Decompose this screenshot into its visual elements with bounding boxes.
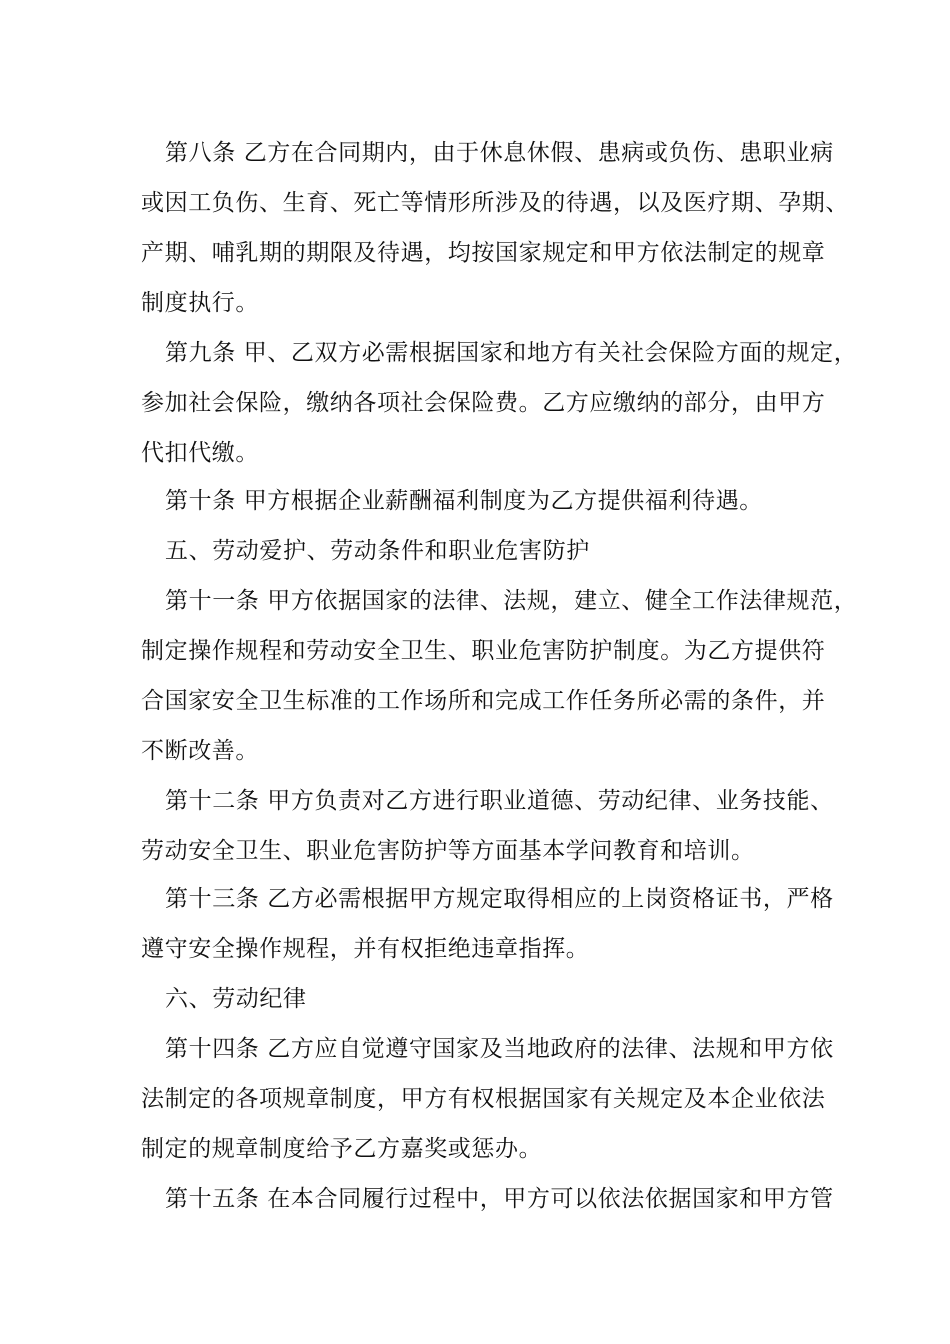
text-line: 制定操作规程和劳动安全卫生、职业危害防护制度。为乙方提供符 bbox=[141, 638, 826, 664]
text-line: 或因工负伤、生育、死亡等情形所涉及的待遇，以及医疗期、孕期、 bbox=[141, 190, 849, 216]
text-line: 法制定的各项规章制度，甲方有权根据国家有关规定及本企业依法 bbox=[141, 1086, 826, 1112]
text-line: 第十四条 乙方应自觉遵守国家及当地政府的法律、法规和甲方依 bbox=[165, 1036, 834, 1062]
text-line: 第十三条 乙方必需根据甲方规定取得相应的上岗资格证书，严格 bbox=[165, 886, 834, 912]
section-heading: 五、劳动爱护、劳动条件和职业危害防护 bbox=[165, 538, 590, 564]
text-line: 代扣代缴。 bbox=[141, 440, 259, 466]
text-line: 第八条 乙方在合同期内，由于休息休假、患病或负伤、患职业病 bbox=[165, 140, 834, 166]
text-line: 第十一条 甲方依据国家的法律、法规，建立、健全工作法律规范， bbox=[165, 588, 858, 614]
text-line: 遵守安全操作规程，并有权拒绝违章指挥。 bbox=[141, 936, 590, 962]
text-line: 第十二条 甲方负责对乙方进行职业道德、劳动纪律、业务技能、 bbox=[165, 788, 834, 814]
text-line: 不断改善。 bbox=[141, 738, 259, 764]
text-line: 制定的规章制度给予乙方嘉奖或惩办。 bbox=[141, 1136, 543, 1162]
text-line: 制度执行。 bbox=[141, 290, 259, 316]
text-line: 产期、哺乳期的期限及待遇，均按国家规定和甲方依法制定的规章 bbox=[141, 240, 826, 266]
text-line: 参加社会保险，缴纳各项社会保险费。乙方应缴纳的部分，由甲方 bbox=[141, 390, 826, 416]
text-line: 第十五条 在本合同履行过程中，甲方可以依法依据国家和甲方管 bbox=[165, 1186, 834, 1212]
section-heading: 六、劳动纪律 bbox=[165, 986, 307, 1012]
text-line: 合国家安全卫生标准的工作场所和完成工作任务所必需的条件，并 bbox=[141, 688, 826, 714]
text-line: 劳动安全卫生、职业危害防护等方面基本学问教育和培训。 bbox=[141, 838, 755, 864]
text-line: 第十条 甲方根据企业薪酬福利制度为乙方提供福利待遇。 bbox=[165, 488, 763, 514]
text-line: 第九条 甲、乙双方必需根据国家和地方有关社会保险方面的规定， bbox=[165, 340, 858, 366]
